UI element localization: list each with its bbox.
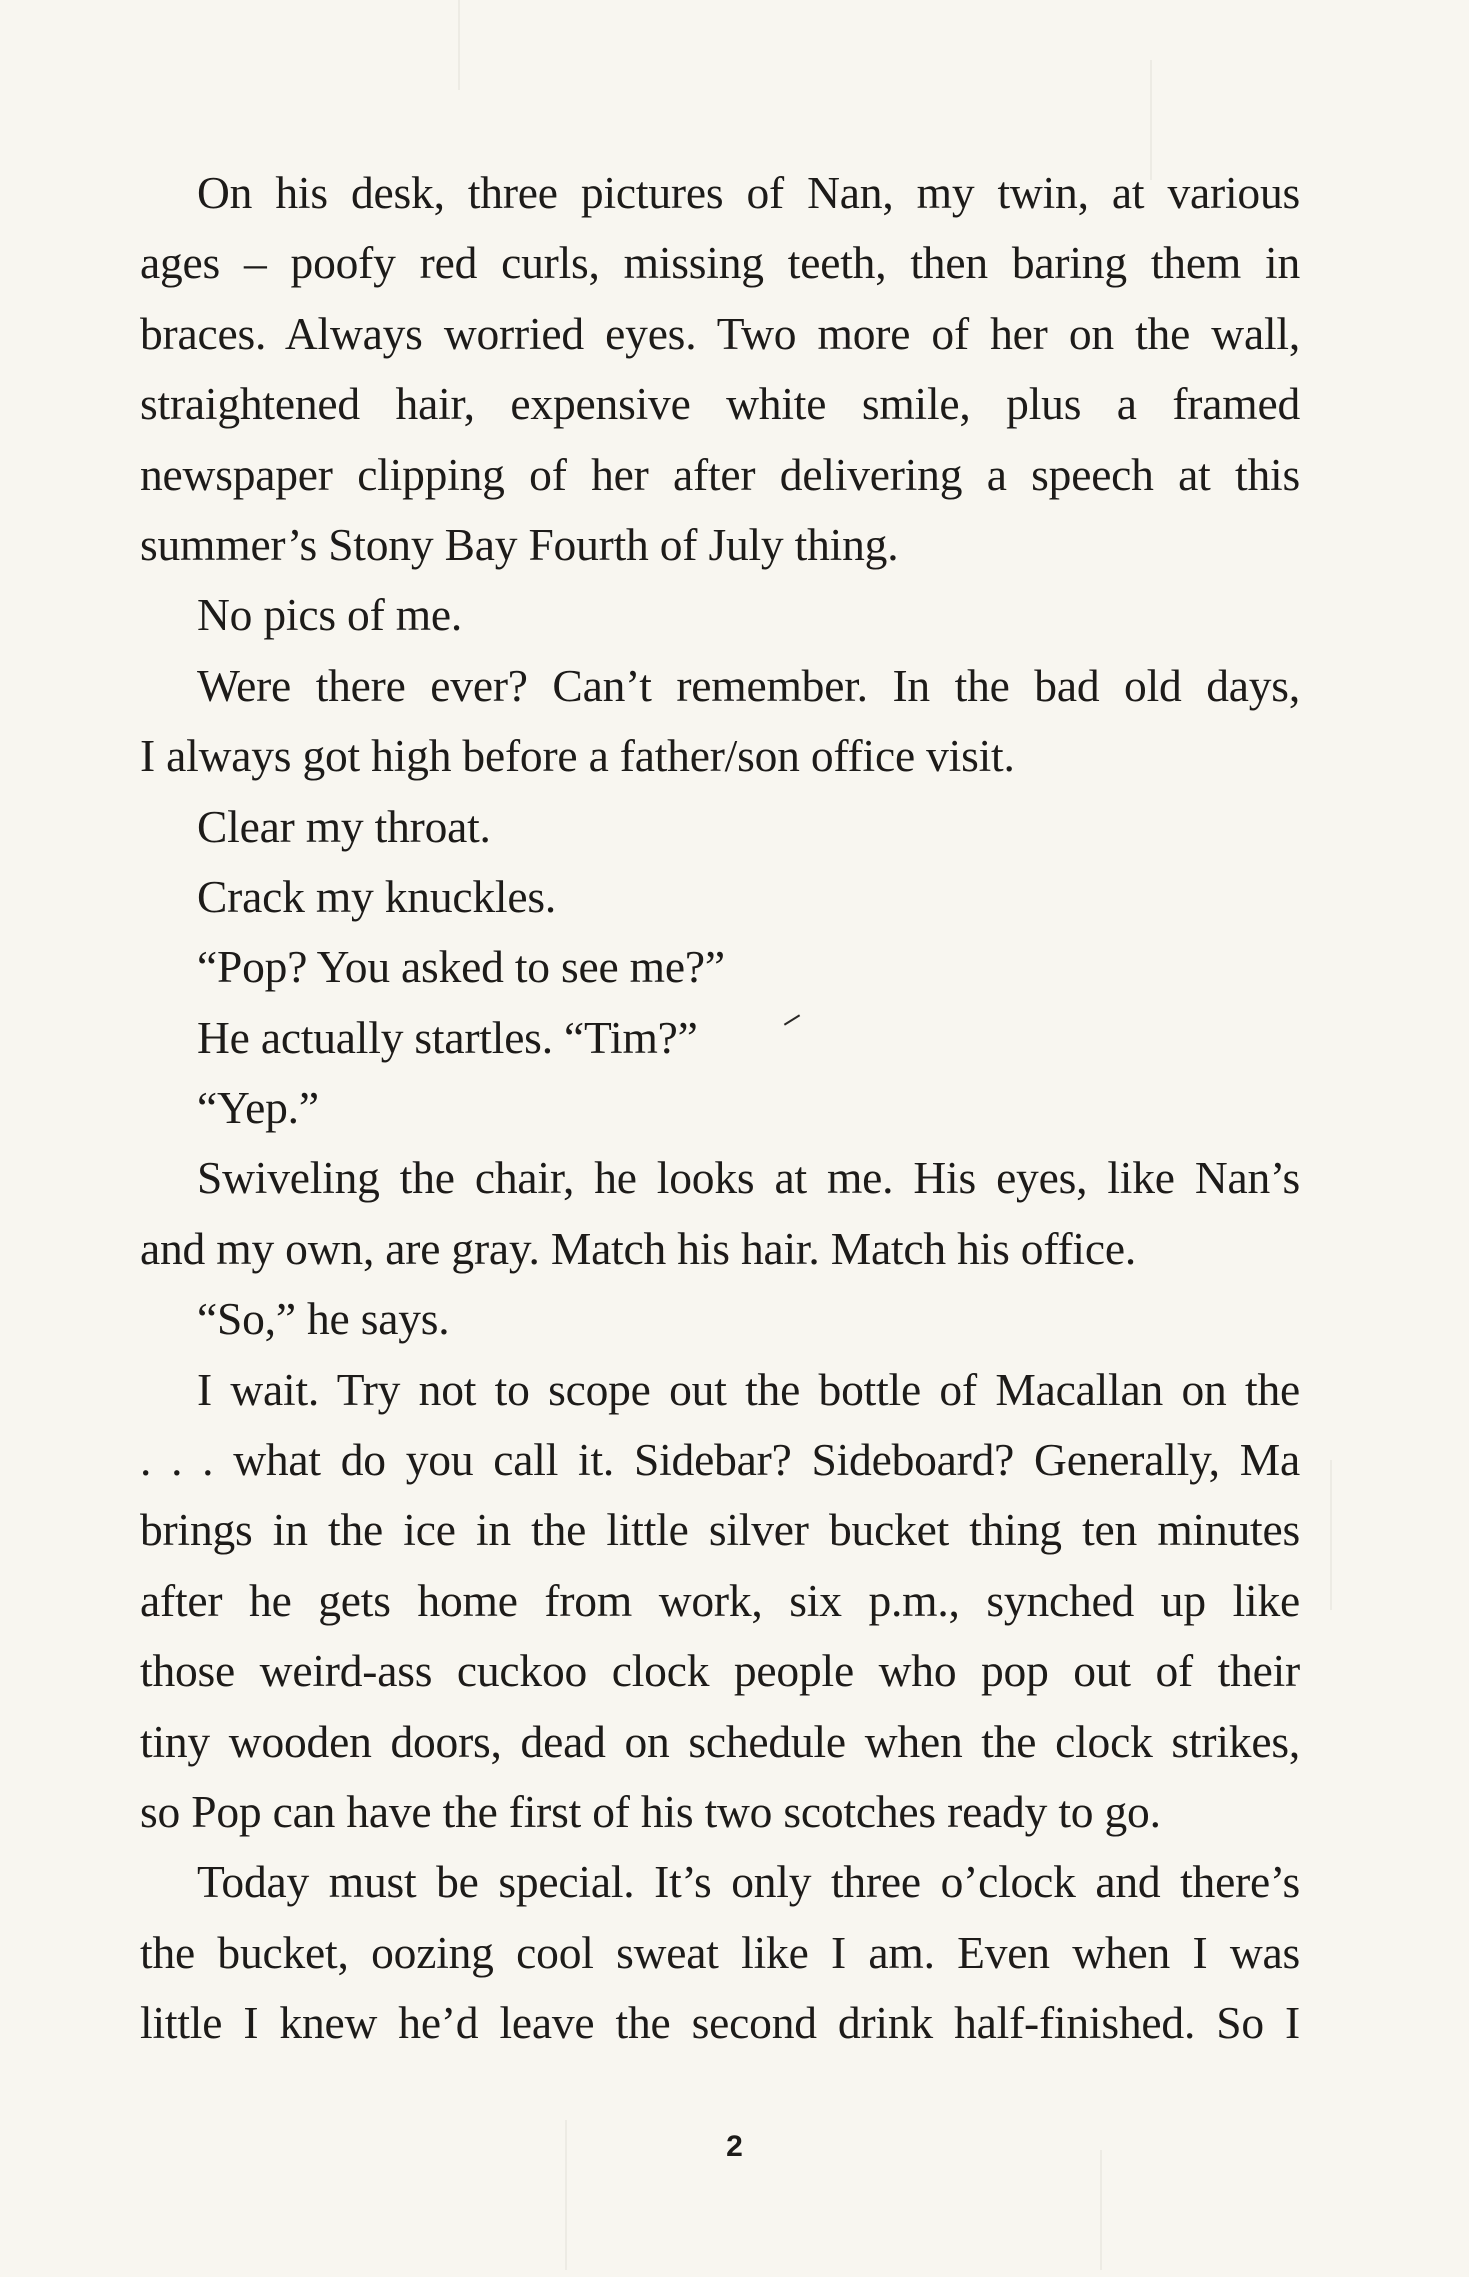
text-line: No pics of me. — [197, 589, 463, 641]
text-line: tiny wooden doors, dead on schedule when the clock strikes, — [140, 1715, 1300, 1767]
text-line: after he gets home from work, six p.m., synched up like — [140, 1574, 1300, 1626]
text-line: I always got high before a father/son office visit. — [140, 730, 1015, 782]
text-line: I wait. Try not to scope out the bottle of Macallan on the — [197, 1363, 1300, 1415]
bleed-through-mark — [458, 0, 460, 90]
text-line: brings in the ice in the little silver bucket thing ten minutes — [140, 1504, 1300, 1556]
text-line: “So,” he says. — [197, 1293, 450, 1345]
text-line: the bucket, oozing cool sweat like I am. Even when I was — [140, 1926, 1300, 1978]
body-text — [140, 158, 1300, 2059]
page-number: 2 — [726, 2130, 743, 2163]
text-line: Were there ever? Can’t remember. In the bad old days, — [197, 659, 1300, 711]
text-line: “Pop? You asked to see me?” — [197, 941, 725, 993]
text-line: . . . what do you call it. Sidebar? Sideboard? Generally, Ma — [140, 1434, 1300, 1486]
text-line: “Yep.” — [197, 1082, 319, 1134]
text-line: so Pop can have the first of his two scotches ready to go. — [140, 1785, 1161, 1837]
text-line: newspaper clipping of her after delivering a speech at this — [140, 448, 1300, 500]
text-line: He actually startles. “Tim?” — [197, 1011, 698, 1063]
text-line: summer’s Stony Bay Fourth of July thing. — [140, 518, 899, 570]
text-line: Clear my throat. — [197, 800, 491, 852]
text-line: Crack my knuckles. — [197, 870, 557, 922]
text-line: and my own, are gray. Match his hair. Match his office. — [140, 1222, 1137, 1274]
text-line: Today must be special. It’s only three o’clock and there’s — [197, 1856, 1300, 1908]
text-line: those weird-ass cuckoo clock people who pop out of their — [140, 1645, 1300, 1697]
text-line: ages – poofy red curls, missing teeth, then baring them in — [140, 237, 1300, 289]
bleed-through-mark — [1100, 2150, 1102, 2270]
text-line: On his desk, three pictures of Nan, my twin, at various — [197, 167, 1300, 218]
bleed-through-mark — [1330, 1460, 1332, 1610]
text-line: braces. Always worried eyes. Two more of her on the wall, — [140, 307, 1300, 359]
text-line: Swiveling the chair, he looks at me. His eyes, like Nan’s — [197, 1152, 1300, 1204]
text-line: little I knew he’d leave the second drink half-finished. So I — [140, 1997, 1300, 2049]
text-line: straightened hair, expensive white smile, plus a framed — [140, 378, 1300, 430]
